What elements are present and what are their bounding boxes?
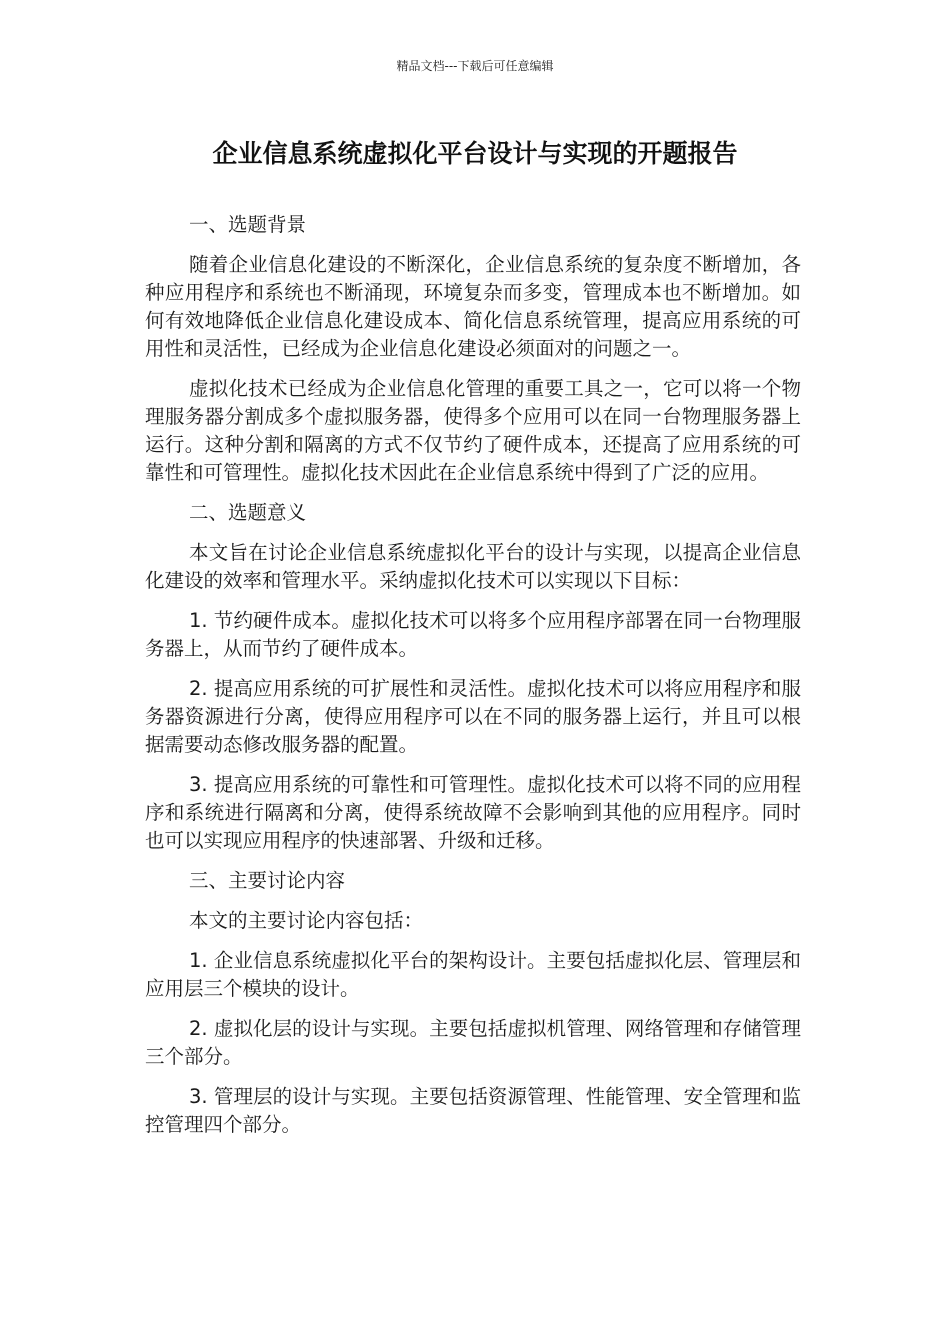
paragraph-background-2: 虚拟化技术已经成为企业信息化管理的重要工具之一，它可以将一个物理服务器分割成多个虚拟服务器，使得多个应用可以在同一台物理服务器上运行。这种分割和隔离的方式不仅节约了硬件成本，还提高了应用系统的可靠性和可管理性。虚拟化技术因此在企业信息系统中得到了广泛的应用。	[145, 377, 801, 484]
document-body	[145, 211, 801, 1151]
section-heading-significance: 二、选题意义	[189, 501, 307, 524]
list-item-goal-2: 2. 提高应用系统的可扩展性和灵活性。虚拟化技术可以将应用程序和服务器资源进行分离，使得应用程序可以在不同的服务器上运行，并且可以根据需要动态修改服务器的配置。	[145, 677, 801, 756]
list-item-goal-1: 1. 节约硬件成本。虚拟化技术可以将多个应用程序部署在同一台物理服务器上，从而节约了硬件成本。	[145, 609, 801, 660]
paragraph-significance-intro: 本文旨在讨论企业信息系统虚拟化平台的设计与实现，以提高企业信息化建设的效率和管理水平。采纳虚拟化技术可以实现以下目标：	[145, 541, 801, 592]
paragraph-content-intro: 本文的主要讨论内容包括：	[189, 909, 424, 932]
section-heading-background: 一、选题背景	[189, 213, 307, 236]
page-header: 精品文档---下载后可任意编辑	[396, 59, 554, 73]
list-item-content-3: 3. 管理层的设计与实现。主要包括资源管理、性能管理、安全管理和监控管理四个部分。	[145, 1085, 801, 1136]
section-heading-content: 三、主要讨论内容	[189, 869, 346, 892]
list-item-goal-3: 3. 提高应用系统的可靠性和可管理性。虚拟化技术可以将不同的应用程序和系统进行隔离和分离，使得系统故障不会影响到其他的应用程序。同时也可以实现应用程序的快速部署、升级和迁移。	[145, 773, 801, 852]
list-item-content-2: 2. 虚拟化层的设计与实现。主要包括虚拟机管理、网络管理和存储管理三个部分。	[145, 1017, 801, 1068]
paragraph-background-1: 随着企业信息化建设的不断深化，企业信息系统的复杂度不断增加，各种应用程序和系统也不断涌现，环境复杂而多变，管理成本也不断增加。如何有效地降低企业信息化建设成本、简化信息系统管理，提高应用系统的可用性和灵活性，已经成为企业信息化建设必须面对的问题之一。	[145, 253, 801, 360]
document-title: 企业信息系统虚拟化平台设计与实现的开题报告	[212, 139, 738, 168]
list-item-content-1: 1. 企业信息系统虚拟化平台的架构设计。主要包括虚拟化层、管理层和应用层三个模块的设计。	[145, 949, 801, 1000]
